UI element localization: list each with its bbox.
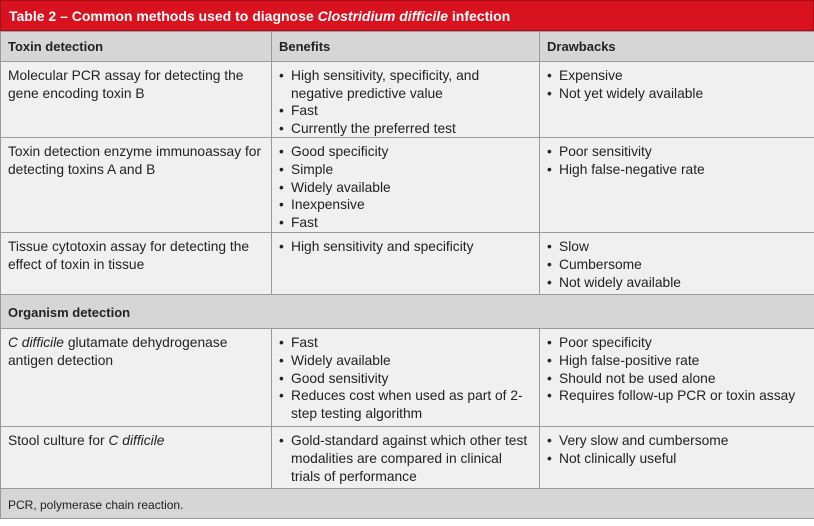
drawbacks-cell (540, 62, 814, 138)
table-title (0, 0, 814, 31)
list-item: • Gold-standard against which other test modalities are compared in clinical trials of performance (279, 432, 532, 485)
list-item: • Currently the preferred test (279, 120, 532, 138)
title-suffix: infection (448, 8, 511, 24)
list-item: • Not yet widely available (547, 85, 807, 103)
list-item: • High sensitivity and specificity (279, 238, 532, 256)
method-cell (1, 329, 272, 427)
section-row (1, 295, 814, 329)
list-item: • Widely available (279, 179, 532, 197)
drawbacks-cell (540, 329, 814, 427)
list-item: • Reduces cost when used as part of 2-step testing algorithm (279, 387, 532, 422)
list-item: • High false-positive rate (547, 352, 807, 370)
header-drawbacks: Drawbacks (540, 32, 814, 62)
diagnosis-table (0, 31, 814, 519)
method-text: glutamate dehydrogenase antigen detection (8, 335, 228, 368)
list-item: • Should not be used alone (547, 370, 807, 388)
header-benefits: Benefits (272, 32, 540, 62)
method-text: Stool culture for (8, 433, 109, 449)
list-item: • Expensive (547, 67, 807, 85)
method-italic: C difficile (108, 433, 165, 449)
drawbacks-cell (540, 427, 814, 489)
footer-row (1, 489, 814, 519)
list-item: • Requires follow-up PCR or toxin assay (547, 387, 807, 405)
section-heading: Organism detection (1, 295, 814, 329)
method-cell: Toxin detection enzyme immunoassay for detecting toxins A and B (1, 138, 272, 233)
table-row (1, 427, 814, 489)
title-text: Table 2 – Common methods used to diagnose (9, 8, 318, 24)
drawbacks-cell (540, 138, 814, 233)
list-item: • Poor specificity (547, 334, 807, 352)
title-italic: Clostridium difficile (317, 8, 448, 24)
table-row (1, 329, 814, 427)
method-cell: Molecular PCR assay for detecting the gene encoding toxin B (1, 62, 272, 138)
table-row (1, 62, 814, 138)
list-item: • Fast (279, 214, 532, 232)
list-item: • Good sensitivity (279, 370, 532, 388)
header-method: Toxin detection (1, 32, 272, 62)
benefits-cell (272, 62, 540, 138)
benefits-cell (272, 233, 540, 295)
table-row (1, 138, 814, 233)
method-cell: Tissue cytotoxin assay for detecting the effect of toxin in tissue (1, 233, 272, 295)
list-item: • High sensitivity, specificity, and negative predictive value (279, 67, 532, 102)
list-item: • Poor sensitivity (547, 143, 807, 161)
benefits-cell (272, 138, 540, 233)
header-row (1, 32, 814, 62)
list-item: • Cumbersome (547, 256, 807, 274)
list-item: • Simple (279, 161, 532, 179)
list-item: • Inexpensive (279, 196, 532, 214)
list-item: • Slow (547, 238, 807, 256)
list-item: • Very slow and cumbersome (547, 432, 807, 450)
benefits-cell (272, 329, 540, 427)
list-item: • High false-negative rate (547, 161, 807, 179)
list-item: • Not clinically useful (547, 450, 807, 468)
list-item: • Fast (279, 102, 532, 120)
footnote: PCR, polymerase chain reaction. (1, 489, 814, 519)
method-cell (1, 427, 272, 489)
benefits-cell (272, 427, 540, 489)
method-italic: C difficile (8, 335, 64, 351)
drawbacks-cell (540, 233, 814, 295)
list-item: • Not widely available (547, 274, 807, 292)
table-row (1, 233, 814, 295)
list-item: • Widely available (279, 352, 532, 370)
list-item: • Fast (279, 334, 532, 352)
list-item: • Good specificity (279, 143, 532, 161)
